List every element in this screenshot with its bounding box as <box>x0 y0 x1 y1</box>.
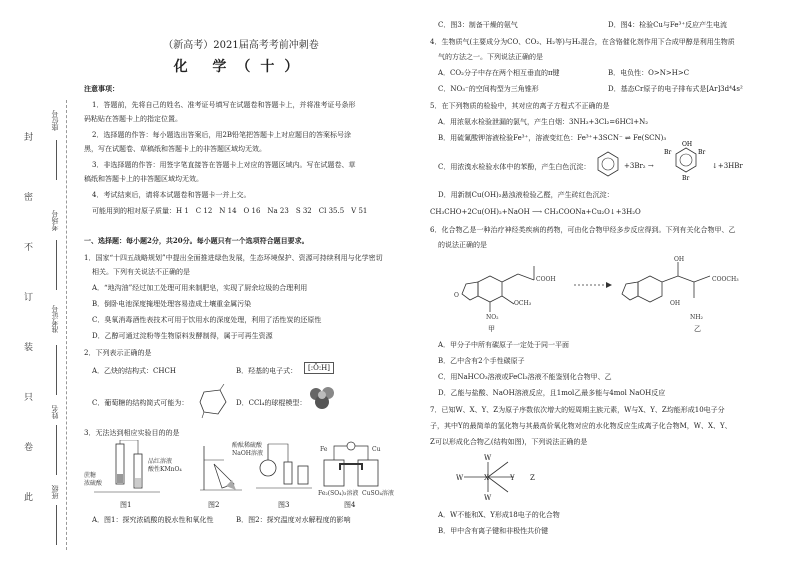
class-field: 班级 <box>51 485 59 499</box>
q7-option-b: B．甲中含有离子键和非极性共价键 <box>438 527 549 535</box>
phenol-structure <box>594 146 622 178</box>
fig2-label-indicator: 酚酞稀硫酸 <box>232 442 263 449</box>
q2-option-d: D．CCl₄的球棍模型： <box>236 399 307 407</box>
fig2-label-naoh: NaOH溶液 <box>232 450 263 457</box>
q4-stem: 4．生物质气(主要成分为CO、CO₂、H₂等)与H₂混合，在含铬催化剂作用下合成甲醇是利用生物质 <box>430 38 735 46</box>
jia-label-och3: OCH₃ <box>514 300 532 307</box>
binding-char: 此 <box>24 493 34 503</box>
note-line: 4．考试结束后，请将本试题卷和答题卡一并上交。 <box>92 191 251 199</box>
q4-stem: 气的方法之一。下列说法正确的是 <box>438 53 543 61</box>
binding-char: 封 <box>24 133 34 143</box>
atom-z: Z <box>530 474 535 482</box>
yi-label-nh2: NH₂ <box>690 314 703 321</box>
q2-option-c: C．葡萄糖的结构简式可能为： <box>92 399 189 407</box>
class-line <box>56 505 57 545</box>
q5-option-b: B．用硫氰酸钾溶液检验Fe³⁺，溶液变红色：Fe³⁺+3SCN⁻ ⇌ Fe(SCN)₃ <box>438 134 667 142</box>
compound-jia-structure <box>456 254 576 324</box>
fig4-label-fe: Fe <box>320 446 328 453</box>
q3-option-b: B．图2：探究温度对水解程度的影响 <box>236 516 351 524</box>
exam-room-field: 考场号 <box>51 210 59 231</box>
fig4-label-cuso4: CuSO₄溶液 <box>362 490 394 497</box>
note-line: 码粘贴在答题卡上的指定位置。 <box>84 115 182 123</box>
name-field: 姓名 <box>51 405 59 419</box>
ccl4-ball-model <box>308 384 336 410</box>
q6-option-d: D．乙能与盐酸、NaOH溶液反应，且1mol乙最多能与4mol NaOH反应 <box>438 389 666 397</box>
yi-label-oh: OH <box>674 256 685 263</box>
q3-stem: 3．无法达到相应实验目的的是 <box>84 429 180 437</box>
exam-room-line <box>56 240 57 290</box>
q1-stem: 1．国家“十四五战略规划”中提出全面推进绿色发展，生态环境保护、资源可持续利用与化学密切 <box>84 254 383 262</box>
seat-number-line <box>56 140 57 180</box>
q5-c-product: ↓+3HBr <box>712 162 743 170</box>
figure-1-caption: 图1 <box>120 501 132 509</box>
q6-option-c: C．用NaHCO₃溶液或FeCl₃溶液不能鉴别化合物甲、乙 <box>438 373 612 381</box>
note-line: 黑，写在试题卷、草稿纸和答题卡上的非答题区域均无效。 <box>84 145 266 153</box>
q5-option-a: A．用浓氨水检验泄漏的氯气，产生白烟：3NH₃+3Cl₂=6HCl+N₂ <box>438 118 649 126</box>
q5-option-c: C．用浓溴水检验水体中的苯酚，产生白色沉淀： <box>438 163 591 171</box>
q2-option-b: B．羟基的电子式： <box>236 367 298 375</box>
atomic-mass-line: 可能用到的相对原子质量：H 1 C 12 N 14 O 16 Na 23 S 32 Cl 35.5 V 51 <box>92 207 368 215</box>
fig1-label-kmno4: 酸性KMnO₄ <box>148 466 182 473</box>
fig1-label-acid: 浓硫酸 <box>84 480 103 487</box>
binding-char: 密 <box>24 193 34 203</box>
figure-3-caption: 图3 <box>278 501 290 509</box>
q7-stem: 7．已知W、X、Y、Z为原子序数依次增大的短周期主族元素，W与X、Y、Z均能形成10电子分 <box>430 406 725 414</box>
section-heading: 一、选择题：每小题2分，共20分。每小题只有一个选项符合题目要求。 <box>84 236 309 245</box>
svg-text:Br: Br <box>682 175 690 180</box>
ticket-number-field: 准考证号 <box>51 305 59 333</box>
q1-option-a: A．“地沟油”经过加工处理可用来制肥皂，实现了厨余垃圾的合理利用 <box>92 284 308 292</box>
q3-option-d: D．图4：检验Cu与Fe³⁺反应产生电流 <box>608 21 728 29</box>
q3-option-a: A．图1：探究浓硫酸的脱水性和氧化性 <box>92 516 214 524</box>
note-line: 1．答题前，先将自己的姓名、准考证号填写在试题卷和答题卡上，并将准考证号条形 <box>92 101 356 109</box>
atom-w-top: W <box>484 454 492 462</box>
svg-text:Br: Br <box>664 149 672 156</box>
compound-yi-caption: 乙 <box>694 325 701 333</box>
ticket-number-line <box>56 345 57 395</box>
yi-label-oh2: OH <box>670 300 681 307</box>
binding-strip <box>20 100 67 550</box>
svg-text:OH: OH <box>682 141 693 148</box>
subject-title: 化 学（十） <box>173 59 309 75</box>
q5-option-d: D．用新制Cu(OH)₂悬浊液检验乙醛，产生砖红色沉淀： <box>438 191 614 199</box>
note-line: 稿纸和答题卡上的非答题区域均无效。 <box>84 175 203 183</box>
note-line: 2．选择题的作答：每小题选出答案后，用2B铅笔把答题卡上对应题目的答案标号涂 <box>92 131 352 139</box>
atom-w-left: W <box>456 474 464 482</box>
q1-stem: 相关。下列有关说法不正确的是 <box>92 268 190 276</box>
q7-stem: Z可以形成化合物乙(结构如图)，下列说法正确的是 <box>430 438 588 446</box>
q3-option-c: C．图3：制备干燥的氨气 <box>438 21 518 29</box>
figure-4-caption: 图4 <box>344 501 356 509</box>
q6-stem: 的说法正确的是 <box>438 241 487 249</box>
binding-char: 装 <box>24 343 34 353</box>
exam-title: （新高考）2021届高考考前冲刺卷 <box>163 40 319 51</box>
atom-x: X <box>484 474 489 482</box>
q5-d-equation: CH₃CHO+2Cu(OH)₂+NaOH ⟶ CH₃COONa+Cu₂O↓+3H₂O <box>430 208 641 216</box>
glucose-ring-figure <box>196 384 230 420</box>
figure-2-caption: 图2 <box>208 501 220 509</box>
q2-stem: 2．下列表示正确的是 <box>84 349 152 357</box>
fig4-label-cu: Cu <box>372 446 381 453</box>
compound-structure-diagram <box>452 452 532 502</box>
atom-w-bottom: W <box>484 494 492 502</box>
binding-char: 只 <box>24 393 34 403</box>
q4-option-d: D．基态Cr原子的电子排布式是[Ar]3d⁴4s² <box>608 85 743 93</box>
q1-option-b: B．倒卧电池深度掩埋处理容易造成土壤重金属污染 <box>92 300 252 308</box>
figure-3-apparatus <box>256 440 312 498</box>
fig1-label-magenta: 品红溶液 <box>148 458 173 465</box>
jia-label-cooh: COOH <box>536 276 556 283</box>
q4-option-a: A．CO₂分子中存在两个相互垂直的π键 <box>438 69 560 77</box>
q5-c-equation: +3Br₂ → <box>624 162 654 170</box>
yi-label-cooch3: COOCH₃ <box>712 276 739 283</box>
name-line <box>56 425 57 475</box>
tribromophenol-structure <box>664 140 708 180</box>
reaction-arrow <box>572 280 612 290</box>
q4-option-b: B．电负性：O>N>H>C <box>608 69 690 77</box>
jia-label-o: O <box>454 292 459 299</box>
q1-option-c: C．臭氧消毒酒性表技术可用于饮用水的深度处理，利用了活性炭的还原性 <box>92 316 322 324</box>
q7-stem: 子，其中Y的最简单的氢化物与其最高价氧化物对应的水化物反应生成离子化合物M，W、X、Y、 <box>430 422 732 430</box>
hydroxyl-electron-formula: [:Ö:H] <box>304 362 334 374</box>
q2-option-a: A．乙炔的结构式：CHCH <box>92 367 176 375</box>
note-line: 3．非选择题的作答：用签字笔直接答在答题卡上对应的答题区域内。写在试题卷、草 <box>92 161 356 169</box>
compound-jia-caption: 甲 <box>488 325 495 333</box>
jia-label-no2: NO₂ <box>486 314 499 321</box>
binding-char: 卷 <box>24 443 34 453</box>
binding-char: 订 <box>24 293 34 303</box>
q6-option-b: B．乙中含有2个手性碳原子 <box>438 357 525 365</box>
q6-option-a: A．甲分子中所有碳原子一定处于同一平面 <box>438 341 570 349</box>
q6-stem: 6．化合物乙是一种治疗神经类疾病的药物，可由化合物甲经多步反应得到。下列有关化合物甲、乙 <box>430 226 736 234</box>
fig1-label-sucrose: 蔗糖 <box>84 472 97 479</box>
q7-option-a: A．W不能和X、Y形成18电子的化合物 <box>438 511 560 519</box>
seat-number-field: 座位号 <box>51 110 59 131</box>
svg-text:Br: Br <box>698 149 706 156</box>
atom-y: Y <box>510 474 515 482</box>
q4-option-c: C．NO₃⁻的空间构型为三角锥形 <box>438 85 539 93</box>
q1-option-d: D．乙醇可通过淀粉等生物原料发酵制得，属于可再生资源 <box>92 332 273 340</box>
fig4-label-fe2so4: Fe₂(SO₄)₃溶液 <box>318 490 359 497</box>
notes-heading: 注意事项： <box>84 84 119 93</box>
q5-stem: 5．在下列物质的检验中，其对应的离子方程式不正确的是 <box>430 102 610 110</box>
binding-char: 不 <box>24 243 34 253</box>
